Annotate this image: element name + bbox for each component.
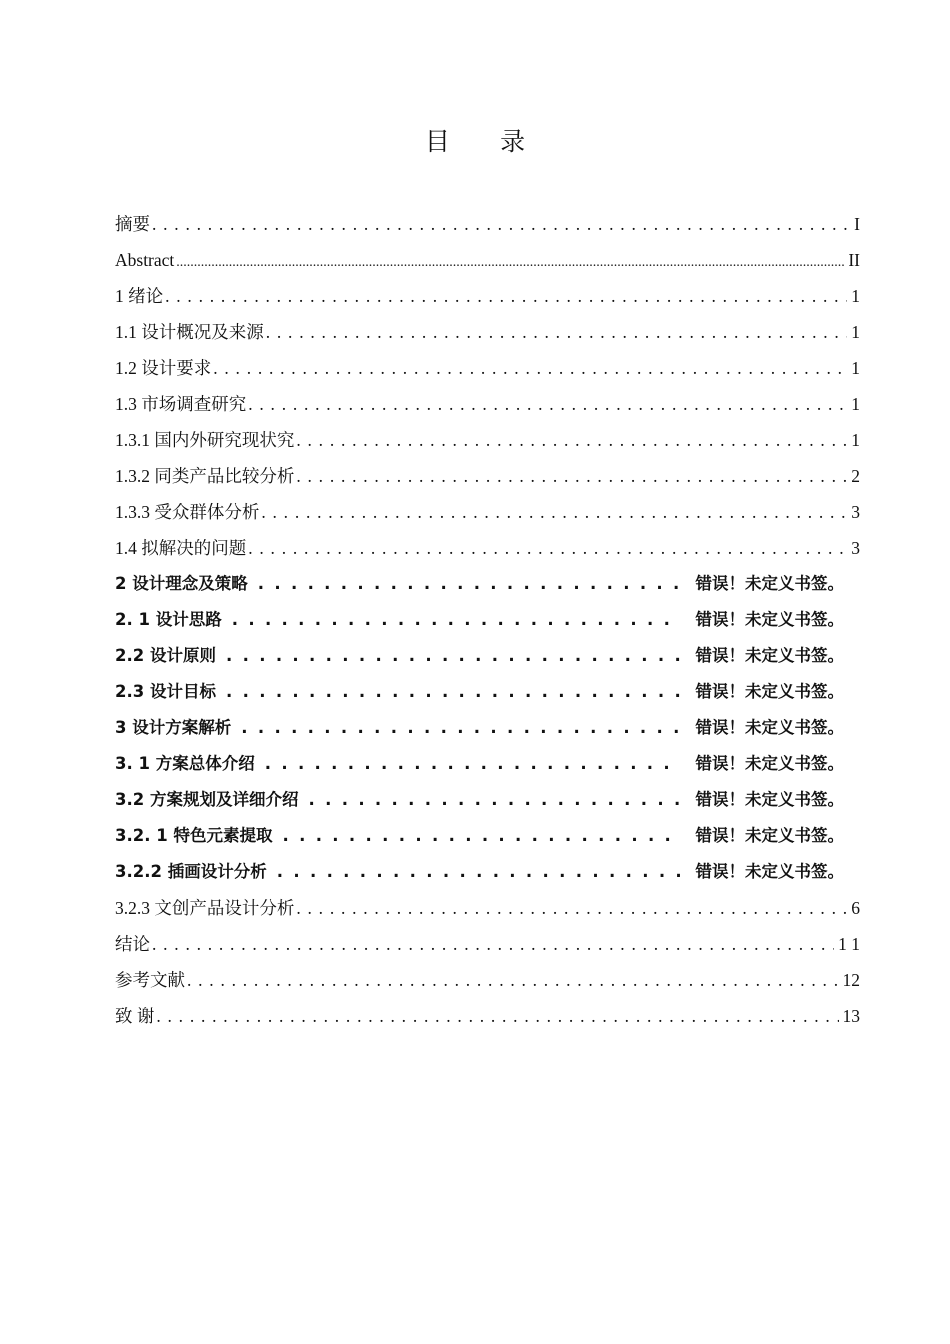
toc-entry-label: 结论	[115, 934, 150, 954]
toc-entry[interactable]	[115, 278, 860, 314]
dot-leader	[152, 926, 834, 962]
toc-entry[interactable]	[115, 314, 860, 350]
toc-entry[interactable]	[115, 746, 860, 782]
toc-entry-page-number: 1	[851, 394, 860, 414]
table-of-contents	[115, 206, 860, 1034]
dot-leader	[248, 530, 847, 566]
toc-entry-label: 摘要	[115, 214, 150, 234]
toc-entry[interactable]	[115, 530, 860, 566]
dot-leader	[308, 782, 679, 818]
toc-entry-page-number: 1	[851, 286, 860, 306]
toc-entry-page-number: 错误！未定义书签。	[695, 610, 844, 629]
toc-entry-label: 2.3 设计目标	[115, 682, 216, 701]
toc-entry[interactable]	[115, 710, 860, 746]
dot-leader	[152, 206, 850, 242]
toc-entry-page-number: 1 1	[838, 934, 860, 954]
dot-leader	[277, 854, 680, 890]
toc-entry-label: 2. 1 设计思路	[115, 610, 222, 629]
toc-entry[interactable]	[115, 962, 860, 998]
dot-leader	[226, 674, 680, 710]
toc-entry-label: 3.2.2 插画设计分析	[115, 862, 267, 881]
toc-entry-label: 1.3 市场调查研究	[115, 394, 247, 414]
toc-entry-page-number: 13	[842, 1006, 860, 1026]
dot-leader	[296, 890, 847, 926]
toc-entry-page-number: 1	[851, 322, 860, 342]
dot-leader	[265, 746, 680, 782]
toc-entry[interactable]	[115, 926, 860, 962]
toc-entry-page-number: 错误！未定义书签。	[695, 754, 844, 773]
toc-entry-page-number: 错误！未定义书签。	[695, 862, 844, 881]
toc-entry[interactable]	[115, 890, 860, 926]
toc-entry-label: 3. 1 方案总体介绍	[115, 754, 255, 773]
toc-entry-page-number: 1	[851, 358, 860, 378]
toc-entry[interactable]	[115, 602, 860, 638]
toc-entry-page-number: II	[848, 250, 860, 270]
dot-leader	[241, 710, 679, 746]
toc-entry[interactable]	[115, 782, 860, 818]
toc-entry-page-number: 错误！未定义书签。	[695, 718, 844, 737]
dot-leader	[248, 386, 847, 422]
toc-entry-page-number: 错误！未定义书签。	[695, 682, 844, 701]
toc-title: 目 录	[424, 129, 548, 156]
toc-entry[interactable]	[115, 998, 860, 1034]
toc-entry[interactable]	[115, 674, 860, 710]
toc-entry-page-number: 2	[851, 466, 860, 486]
toc-entry-label: Abstract	[115, 250, 175, 270]
dot-leader	[232, 602, 680, 638]
toc-entry-page-number: 错误！未定义书签。	[695, 646, 844, 665]
toc-entry-page-number: 1	[851, 430, 860, 450]
toc-entry-page-number: 3	[851, 502, 860, 522]
toc-entry-page-number: I	[854, 214, 860, 234]
dot-leader	[296, 422, 847, 458]
toc-entry-label: 3.2. 1 特色元素提取	[115, 826, 273, 845]
toc-entry-label: 1 绪论	[115, 286, 164, 306]
dot-leader	[165, 278, 847, 314]
dot-leader	[226, 638, 680, 674]
toc-entry-label: 1.3.2 同类产品比较分析	[115, 466, 295, 486]
toc-entry[interactable]	[115, 854, 860, 890]
toc-entry[interactable]	[115, 818, 860, 854]
toc-entry-label: 1.3.3 受众群体分析	[115, 502, 260, 522]
toc-entry-label: 2.2 设计原则	[115, 646, 216, 665]
toc-entry-label: 1.3.1 国内外研究现状究	[115, 430, 295, 450]
toc-entry-label: 参考文献	[115, 970, 185, 990]
dot-leader	[296, 458, 847, 494]
toc-entry[interactable]	[115, 494, 860, 530]
toc-entry[interactable]	[115, 386, 860, 422]
toc-entry-label: 3 设计方案解析	[115, 718, 232, 737]
toc-entry-page-number: 错误！未定义书签。	[695, 574, 844, 593]
toc-entry[interactable]	[115, 458, 860, 494]
toc-entry-page-number: 错误！未定义书签。	[695, 790, 844, 809]
toc-entry-label: 1.4 拟解决的问题	[115, 538, 247, 558]
toc-entry-label: 1.2 设计要求	[115, 358, 212, 378]
dot-leader	[266, 314, 848, 350]
dot-leader	[213, 350, 847, 386]
toc-entry-page-number: 12	[842, 970, 860, 990]
toc-entry-page-number: 3	[851, 538, 860, 558]
toc-entry[interactable]	[115, 242, 860, 278]
toc-entry[interactable]	[115, 206, 860, 242]
dot-leader	[282, 818, 679, 854]
dot-leader	[176, 242, 844, 281]
toc-entry-page-number: 6	[851, 898, 860, 918]
dot-leader	[156, 998, 838, 1034]
dot-leader	[258, 566, 680, 602]
toc-entry-label: 3.2 方案规划及详细介绍	[115, 790, 299, 809]
toc-entry-label: 2 设计理念及策略	[115, 574, 248, 593]
toc-entry[interactable]	[115, 422, 860, 458]
dot-leader	[187, 962, 839, 998]
toc-entry-page-number: 错误！未定义书签。	[695, 826, 844, 845]
toc-entry[interactable]	[115, 638, 860, 674]
toc-entry[interactable]	[115, 350, 860, 386]
toc-entry-label: 3.2.3 文创产品设计分析	[115, 898, 295, 918]
toc-entry-label: 致 谢	[115, 1006, 155, 1026]
toc-entry[interactable]	[115, 566, 860, 602]
dot-leader	[261, 494, 847, 530]
toc-entry-label: 1.1 设计概况及来源	[115, 322, 264, 342]
